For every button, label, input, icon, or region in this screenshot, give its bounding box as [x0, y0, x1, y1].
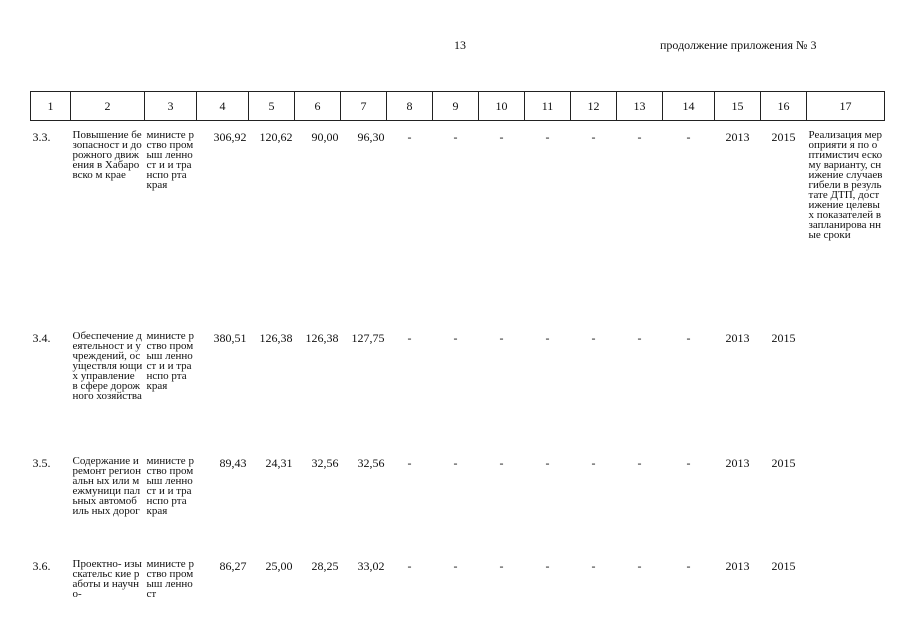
empty-value: -	[686, 558, 691, 573]
table-header-row	[31, 92, 885, 121]
empty-value: -	[591, 130, 596, 144]
row-number: 3.5.	[32, 455, 51, 470]
total-value: 86,27	[219, 558, 247, 573]
expected-result: Реализация мероприяти я по оптимистич ескому варианту, снижение случаев гибели в результате ДТП, достижение целевых показателей в запланирова нные сроки	[808, 129, 883, 241]
empty-value: -	[545, 330, 550, 345]
empty-value: -	[545, 130, 550, 144]
empty-value: -	[686, 330, 691, 345]
empty-value: -	[637, 130, 642, 144]
total-value: 89,43	[219, 455, 247, 470]
year3-value: 127,75	[351, 330, 385, 345]
end-year: 2015	[771, 558, 796, 573]
total-value: 306,92	[213, 130, 247, 144]
year1-value: 24,31	[265, 455, 293, 470]
empty-value: -	[453, 455, 458, 470]
empty-value: -	[407, 455, 412, 470]
year2-value: 126,38	[305, 330, 339, 345]
empty-value: -	[637, 455, 642, 470]
year2-value: 32,56	[311, 455, 339, 470]
empty-value: -	[545, 455, 550, 470]
empty-value: -	[686, 455, 691, 470]
start-year: 2013	[725, 130, 750, 144]
measure-name: Проектно- изыскательс кие работы и научно-	[72, 557, 142, 600]
year3-value: 32,56	[357, 455, 385, 470]
appendix-table	[30, 91, 885, 610]
column-header: 16	[761, 92, 807, 121]
empty-value: -	[591, 455, 596, 470]
empty-value: -	[545, 558, 550, 573]
executor: министе рство промыш ленност и и транспо рта края	[146, 329, 194, 392]
year1-value: 126,38	[259, 330, 293, 345]
empty-value: -	[499, 130, 504, 144]
column-header: 10	[479, 92, 525, 121]
measure-name: Повышение безопасност и дорожного движения в Хабаровско м крае	[72, 129, 142, 181]
measure-name: Содержание и ремонт региональн ых или межмуници пальных автомобиль ных дорог	[72, 454, 141, 517]
column-header: 8	[387, 92, 433, 121]
table-row	[31, 121, 885, 322]
expected-result	[807, 550, 885, 610]
empty-value: -	[407, 330, 412, 345]
empty-value: -	[453, 130, 458, 144]
empty-value: -	[499, 455, 504, 470]
empty-value: -	[407, 130, 412, 144]
empty-value: -	[591, 330, 596, 345]
empty-value: -	[499, 558, 504, 573]
column-header: 5	[249, 92, 295, 121]
executor: министе рство промыш ленност	[146, 557, 194, 600]
year2-value: 28,25	[311, 558, 339, 573]
start-year: 2013	[725, 330, 750, 345]
appendix-continuation-note: продолжение приложения № 3	[660, 38, 817, 52]
end-year: 2015	[771, 455, 796, 470]
row-number: 3.4.	[32, 330, 51, 345]
column-header: 12	[571, 92, 617, 121]
executor: министе рство промыш ленност и и транспо рта края	[146, 129, 194, 191]
year1-value: 25,00	[265, 558, 293, 573]
empty-value: -	[499, 330, 504, 345]
year1-value: 120,62	[259, 130, 293, 144]
column-header: 2	[71, 92, 145, 121]
column-header: 13	[617, 92, 663, 121]
end-year: 2015	[771, 130, 796, 144]
table-row	[31, 550, 885, 610]
row-number: 3.3.	[32, 130, 51, 144]
empty-value: -	[637, 330, 642, 345]
table-row	[31, 322, 885, 447]
column-header: 17	[807, 92, 885, 121]
column-header: 14	[663, 92, 715, 121]
column-header: 6	[295, 92, 341, 121]
start-year: 2013	[725, 455, 750, 470]
measure-name: Обеспечение деятельност и учреждений, осуществля ющих управление в сфере дорожного хозяйства	[72, 329, 143, 402]
row-number: 3.6.	[32, 558, 51, 573]
empty-value: -	[591, 558, 596, 573]
empty-value: -	[686, 130, 691, 144]
expected-result	[807, 447, 885, 550]
column-header: 4	[197, 92, 249, 121]
column-header: 11	[525, 92, 571, 121]
empty-value: -	[453, 558, 458, 573]
year3-value: 33,02	[357, 558, 385, 573]
column-header: 9	[433, 92, 479, 121]
year3-value: 96,30	[357, 130, 385, 144]
executor: министе рство промыш ленност и и транспо рта края	[146, 454, 194, 517]
year2-value: 90,00	[311, 130, 339, 144]
column-header: 3	[145, 92, 197, 121]
page-number: 13	[454, 38, 466, 52]
end-year: 2015	[771, 330, 796, 345]
empty-value: -	[407, 558, 412, 573]
column-header: 15	[715, 92, 761, 121]
empty-value: -	[453, 330, 458, 345]
expected-result	[807, 322, 885, 447]
column-header: 1	[31, 92, 71, 121]
empty-value: -	[637, 558, 642, 573]
total-value: 380,51	[213, 330, 247, 345]
table-row	[31, 447, 885, 550]
column-header: 7	[341, 92, 387, 121]
start-year: 2013	[725, 558, 750, 573]
